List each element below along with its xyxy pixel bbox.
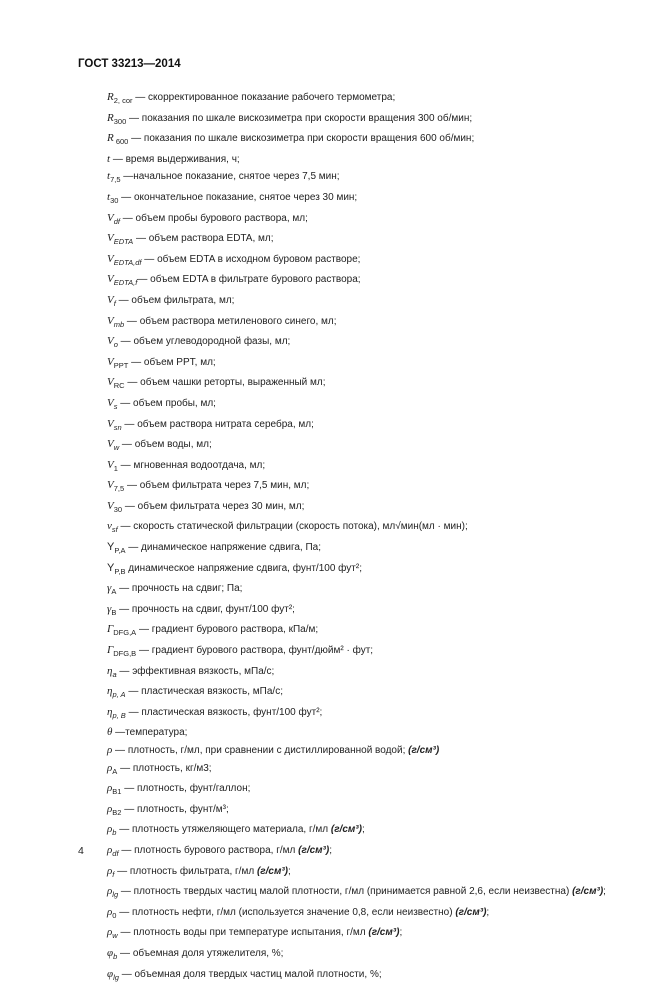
symbol: γ bbox=[107, 582, 112, 595]
definition-text: — эффективная вязкость, мПа/с; bbox=[116, 665, 275, 677]
definition-item bbox=[78, 498, 658, 519]
symbol: γ bbox=[107, 602, 112, 615]
definition-text: — объем пробы, мл; bbox=[117, 397, 216, 409]
definition-item bbox=[78, 457, 658, 478]
document-header: ГОСТ 33213—2014 bbox=[78, 58, 181, 70]
symbol: R bbox=[107, 132, 114, 145]
symbol-subscript: RC bbox=[113, 381, 125, 391]
definition-item bbox=[78, 760, 658, 781]
symbol-subscript: P,B bbox=[114, 566, 126, 576]
symbol-subscript: 600 bbox=[113, 137, 129, 147]
symbol: ρ bbox=[107, 802, 113, 815]
definition-text: — объем фильтрата через 30 мин, мл; bbox=[122, 500, 305, 512]
symbol: R bbox=[107, 91, 114, 103]
symbol-subscript: s bbox=[113, 401, 118, 411]
symbol-subscript: B bbox=[111, 607, 117, 617]
definition-text: —температура; bbox=[112, 727, 188, 739]
definition-item bbox=[78, 151, 658, 169]
definition-text: — прочность на сдвиг, фунт/100 фут²; bbox=[116, 603, 295, 615]
symbol-subscript: 30 bbox=[110, 195, 119, 205]
definition-text: — динамическое напряжение сдвига, Па; bbox=[125, 542, 322, 554]
definition-item bbox=[78, 742, 658, 760]
definition-item bbox=[78, 780, 658, 801]
definition-text: — плотность воды при температуре испытания, г/мл bbox=[117, 927, 369, 939]
definition-item bbox=[78, 313, 658, 334]
definition-item bbox=[78, 724, 658, 742]
definition-text: — прочность на сдвиг; Па; bbox=[116, 583, 243, 595]
symbol-subscript: 7,5 bbox=[113, 484, 125, 494]
symbol: V bbox=[107, 438, 114, 451]
symbol: Γ bbox=[107, 623, 114, 636]
symbol: ρ bbox=[107, 885, 113, 898]
symbol: ρ bbox=[107, 782, 113, 795]
symbol: φ bbox=[107, 967, 114, 980]
symbol: V bbox=[107, 417, 114, 430]
definition-item bbox=[78, 168, 658, 189]
definition-text: — объем раствора нитрата серебра, мл; bbox=[121, 418, 314, 430]
definition-text: — скорректированное показание рабочего термометра; bbox=[132, 92, 396, 103]
symbol: V bbox=[107, 335, 114, 348]
definition-item bbox=[78, 842, 658, 863]
definition-item bbox=[78, 110, 658, 131]
definition-item bbox=[78, 210, 658, 231]
symbol-subscript: 300 bbox=[113, 116, 127, 126]
symbol: θ bbox=[107, 726, 113, 739]
symbol-subscript: p, A bbox=[112, 690, 126, 700]
symbol-subscript: EDTA,df bbox=[113, 257, 142, 267]
definition-item bbox=[78, 292, 658, 313]
symbol-subscript: p, B bbox=[112, 710, 126, 720]
symbol: Γ bbox=[107, 644, 114, 657]
symbol: V bbox=[107, 252, 114, 265]
definition-text: — градиент бурового раствора, фунт/дюйм² · фут; bbox=[136, 645, 374, 657]
symbol: ρ bbox=[107, 823, 113, 836]
symbol-subscript: lg bbox=[113, 972, 119, 982]
symbol-subscript: 7,5 bbox=[110, 175, 121, 185]
terminator: ; bbox=[399, 927, 403, 939]
terminator: ; bbox=[486, 906, 490, 918]
definition-text: — объем EDTA в исходном буровом растворе; bbox=[141, 253, 361, 265]
symbol-subscript: sn bbox=[113, 422, 122, 432]
definition-item bbox=[78, 395, 658, 416]
symbol: ρ bbox=[107, 843, 113, 856]
definition-item bbox=[78, 621, 658, 642]
symbol: V bbox=[107, 355, 114, 368]
symbol: ρ bbox=[107, 744, 113, 756]
symbol-subscript: f bbox=[112, 869, 115, 879]
symbol-subscript: w bbox=[112, 931, 118, 941]
symbol-definitions-list bbox=[78, 89, 658, 986]
definition-text: —начальное показание, снятое через 7,5 мин; bbox=[120, 171, 340, 183]
page-number: 4 bbox=[78, 845, 84, 857]
definition-item bbox=[78, 801, 658, 822]
definition-text: — время выдерживания, ч; bbox=[110, 153, 240, 165]
terminator: ; bbox=[288, 865, 291, 877]
symbol: t bbox=[107, 170, 111, 183]
symbol-subscript: B1 bbox=[112, 787, 122, 797]
definition-item bbox=[78, 130, 658, 151]
symbol-subscript: b bbox=[112, 828, 117, 838]
definition-text: — плотность фильтрата, г/мл bbox=[114, 865, 257, 877]
definition-item bbox=[78, 821, 658, 842]
definition-item bbox=[78, 333, 658, 354]
symbol: V bbox=[107, 479, 114, 492]
symbol-subscript: P,A bbox=[114, 546, 126, 556]
terminator: ; bbox=[361, 824, 365, 836]
symbol: V bbox=[107, 293, 114, 306]
symbol-subscript: 1 bbox=[113, 463, 118, 473]
definition-text: динамическое напряжение сдвига, фунт/100 фут²; bbox=[125, 562, 362, 574]
symbol: V bbox=[107, 211, 114, 224]
symbol-subscript: f bbox=[113, 298, 116, 308]
unit-suffix: (г/см³) bbox=[368, 927, 400, 939]
symbol: t bbox=[107, 190, 111, 203]
symbol: ρ bbox=[107, 926, 113, 939]
definition-text: — плотность, фунт/м³; bbox=[121, 803, 229, 815]
unit-suffix: (г/см³) bbox=[298, 844, 330, 856]
symbol-subscript: B2 bbox=[112, 807, 122, 817]
symbol: V bbox=[107, 232, 114, 245]
definition-text: — плотность, г/мл, при сравнении с дистиллированной водой; bbox=[112, 745, 409, 756]
symbol-subscript: PPT bbox=[113, 360, 129, 370]
definition-text: — плотность нефти, г/мл (используется значение 0,8, если неизвестно) bbox=[116, 906, 456, 918]
symbol-subscript: EDTA,f bbox=[113, 278, 138, 288]
definition-item bbox=[78, 436, 658, 457]
symbol-subscript: 0 bbox=[112, 910, 117, 920]
definition-text: — объемная доля утяжелителя, %; bbox=[117, 947, 284, 959]
unit-suffix: (г/см³) bbox=[572, 886, 604, 898]
definition-text: — объем воды, мл; bbox=[119, 439, 212, 451]
symbol-subscript: 2, cor bbox=[113, 96, 133, 105]
symbol: Y bbox=[107, 541, 115, 554]
symbol-subscript: A bbox=[112, 766, 118, 776]
definition-item bbox=[78, 271, 658, 292]
terminator: ; bbox=[603, 886, 606, 898]
definition-text: — показания по шкале вискозиметра при скорости вращения 300 об/мин; bbox=[126, 112, 473, 124]
terminator: ; bbox=[329, 844, 333, 856]
unit-suffix: (г/см³) bbox=[256, 865, 289, 877]
symbol: v bbox=[107, 520, 112, 533]
definition-item bbox=[78, 580, 658, 601]
symbol: V bbox=[107, 314, 114, 327]
definition-text: — скорость статической фильтрации (скорость потока), мл√мин(мл · мин); bbox=[117, 521, 468, 533]
definition-text: — пластическая вязкость, фунт/100 фут²; bbox=[125, 706, 323, 718]
symbol-subscript: df bbox=[112, 848, 119, 858]
definition-item bbox=[78, 601, 658, 622]
definition-item bbox=[78, 966, 658, 986]
definition-text: — объем углеводородной фазы, мл; bbox=[117, 336, 291, 348]
symbol-subscript: lg bbox=[112, 890, 119, 900]
definition-text: — мгновенная водоотдача, мл; bbox=[117, 459, 266, 471]
definition-item bbox=[78, 518, 658, 539]
definition-text: — объем фильтрата через 7,5 мин, мл; bbox=[124, 480, 310, 492]
definition-text: — объем EDTA в фильтрате бурового раствора; bbox=[137, 274, 361, 286]
definition-item bbox=[78, 354, 658, 375]
symbol-subscript: DFG,B bbox=[113, 649, 137, 659]
symbol: η bbox=[107, 705, 113, 718]
symbol-subscript: DFG,A bbox=[113, 628, 137, 638]
definition-item bbox=[78, 189, 658, 210]
definition-item bbox=[78, 560, 658, 581]
definition-text: — показания по шкале вискозиметра при скорости вращения 600 об/мин; bbox=[128, 133, 475, 145]
symbol: φ bbox=[107, 946, 114, 959]
symbol: V bbox=[107, 273, 114, 286]
unit-suffix: (г/см³) bbox=[408, 745, 440, 756]
definition-text: — объем PPT, мл; bbox=[128, 356, 216, 368]
definition-item bbox=[78, 863, 658, 884]
definition-item bbox=[78, 704, 658, 725]
definition-text: — плотность утяжеляющего материала, г/мл bbox=[116, 824, 331, 836]
symbol: V bbox=[107, 499, 114, 512]
symbol: V bbox=[107, 396, 114, 409]
symbol-subscript: EDTA bbox=[113, 237, 134, 247]
definition-item bbox=[78, 945, 658, 966]
definition-text: — плотность, кг/м3; bbox=[117, 762, 212, 774]
definition-item bbox=[78, 642, 658, 663]
symbol-subscript: w bbox=[113, 443, 120, 453]
definition-item bbox=[78, 904, 658, 925]
definition-text: — градиент бурового раствора, кПа/м; bbox=[136, 624, 319, 636]
symbol-subscript: b bbox=[113, 951, 118, 961]
symbol: ρ bbox=[107, 761, 113, 774]
definition-text: — объем пробы бурового раствора, мл; bbox=[120, 212, 308, 224]
symbol: R bbox=[107, 111, 114, 124]
definition-item bbox=[78, 89, 658, 110]
definition-text: — объем раствора метиленового синего, мл; bbox=[124, 315, 337, 327]
symbol: ρ bbox=[107, 864, 113, 877]
definition-item bbox=[78, 663, 658, 684]
symbol: η bbox=[107, 685, 113, 698]
symbol-subscript: A bbox=[111, 587, 117, 597]
symbol: t bbox=[107, 152, 111, 165]
symbol: V bbox=[107, 376, 114, 389]
unit-suffix: (г/см³) bbox=[455, 906, 487, 918]
definition-item bbox=[78, 683, 658, 704]
definition-text: — объемная доля твердых частиц малой плотности, %; bbox=[118, 968, 382, 980]
definition-text: — объем чашки реторты, выраженный мл; bbox=[124, 377, 326, 389]
symbol-subscript: mb bbox=[113, 319, 125, 329]
definition-item bbox=[78, 539, 658, 560]
symbol-subscript: df bbox=[113, 216, 120, 226]
unit-suffix: (г/см³) bbox=[330, 824, 362, 836]
definition-item bbox=[78, 883, 658, 904]
symbol: Y bbox=[107, 561, 115, 574]
definition-item bbox=[78, 477, 658, 498]
definition-item bbox=[78, 374, 658, 395]
symbol-subscript: sf bbox=[111, 525, 118, 535]
definition-text: — пластическая вязкость, мПа/с; bbox=[125, 686, 283, 698]
symbol-subscript: a bbox=[112, 669, 117, 679]
definition-text: — объем раствора EDTA, мл; bbox=[133, 233, 274, 245]
definition-text: — объем фильтрата, мл; bbox=[115, 294, 235, 306]
symbol: ρ bbox=[107, 905, 113, 918]
definition-text: — плотность, фунт/галлон; bbox=[121, 783, 251, 795]
symbol-subscript: 30 bbox=[113, 504, 123, 514]
definition-item bbox=[78, 251, 658, 272]
definition-text: — плотность бурового раствора, г/мл bbox=[118, 844, 299, 856]
definition-item bbox=[78, 416, 658, 437]
symbol: V bbox=[107, 458, 114, 471]
definition-text: — плотность твердых частиц малой плотности, г/мл (принимается равной 2,6, если неизвестна) bbox=[118, 886, 573, 898]
definition-item bbox=[78, 230, 658, 251]
symbol-subscript: o bbox=[113, 340, 118, 350]
definition-text: — окончательное показание, снятое через 30 мин; bbox=[118, 191, 358, 203]
symbol: η bbox=[107, 664, 113, 677]
